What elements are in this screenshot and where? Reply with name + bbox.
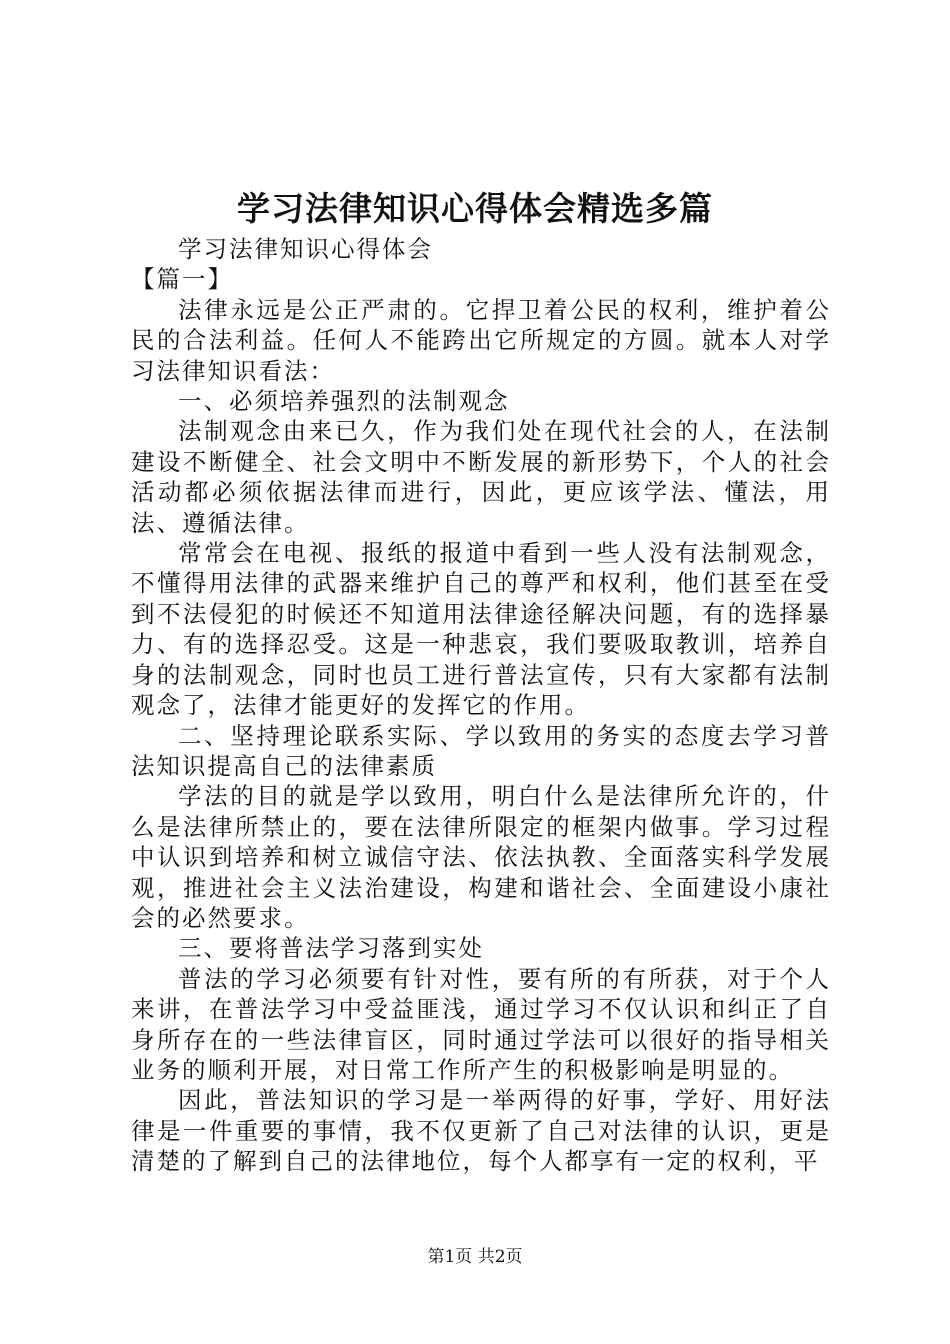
body-paragraph: 普法的学习必须要有针对性，要有所的有所获，对于个人来讲，在普法学习中受益匪浅，通过学习不仅认识和纠正了自身所存在的一些法律盲区，同时通过学法可以很好的指导相关业务的顺利开展，对日常工作所产生的积极影响是明显的。 [131, 964, 831, 1084]
page-footer: 第1页 共2页 [427, 1247, 523, 1267]
section-label: 【篇一】 [131, 265, 233, 294]
document-title: 学习法律知识心得体会精选多篇 [237, 189, 713, 228]
body-paragraph: 法律永远是公正严肃的。它捍卫着公民的权利，维护着公民的合法利益。任何人不能跨出它所规定的方圆。就本人对学习法律知识看法： [131, 295, 831, 385]
heading-paragraph: 三、要将普法学习落到实处 [178, 934, 484, 963]
body-paragraph: 法制观念由来已久，作为我们处在现代社会的人，在法制建设不断健全、社会文明中不断发展的新形势下，个人的社会活动都必须依据法律而进行，因此，更应该学法、懂法，用法、遵循法律。 [131, 417, 831, 537]
body-paragraph: 因此，普法知识的学习是一举两得的好事，学好、用好法律是一件重要的事情，我不仅更新了自己对法律的认识，更是清楚的了解到自己的法律地位，每个人都享有一定的权利，平 [131, 1086, 831, 1176]
body-paragraph: 常常会在电视、报纸的报道中看到一些人没有法制观念，不懂得用法律的武器来维护自己的尊严和权利，他们甚至在受到不法侵犯的时候还不知道用法律途径解决问题，有的选择暴力、有的选择忍受。这是一种悲哀，我们要吸取教训，培养自身的法制观念，同时也员工进行普法宣传，只有大家都有法制观念了，法律才能更好的发挥它的作用。 [131, 539, 831, 720]
heading-paragraph: 一、必须培养强烈的法制观念 [178, 387, 510, 416]
body-paragraph: 学法的目的就是学以致用，明白什么是法律所允许的，什么是法律所禁止的，要在法律所限定的框架内做事。学习过程中认识到培养和树立诚信守法、依法执教、全面落实科学发展观，推进社会主义法治建设，构建和谐社会、全面建设小康社会的必然要求。 [131, 782, 831, 932]
subtitle-paragraph: 学习法律知识心得体会 [178, 235, 433, 263]
heading-paragraph: 二、坚持理论联系实际、学以致用的务实的态度去学习普法知识提高自己的法律素质 [131, 721, 831, 780]
document-body [131, 234, 831, 1177]
